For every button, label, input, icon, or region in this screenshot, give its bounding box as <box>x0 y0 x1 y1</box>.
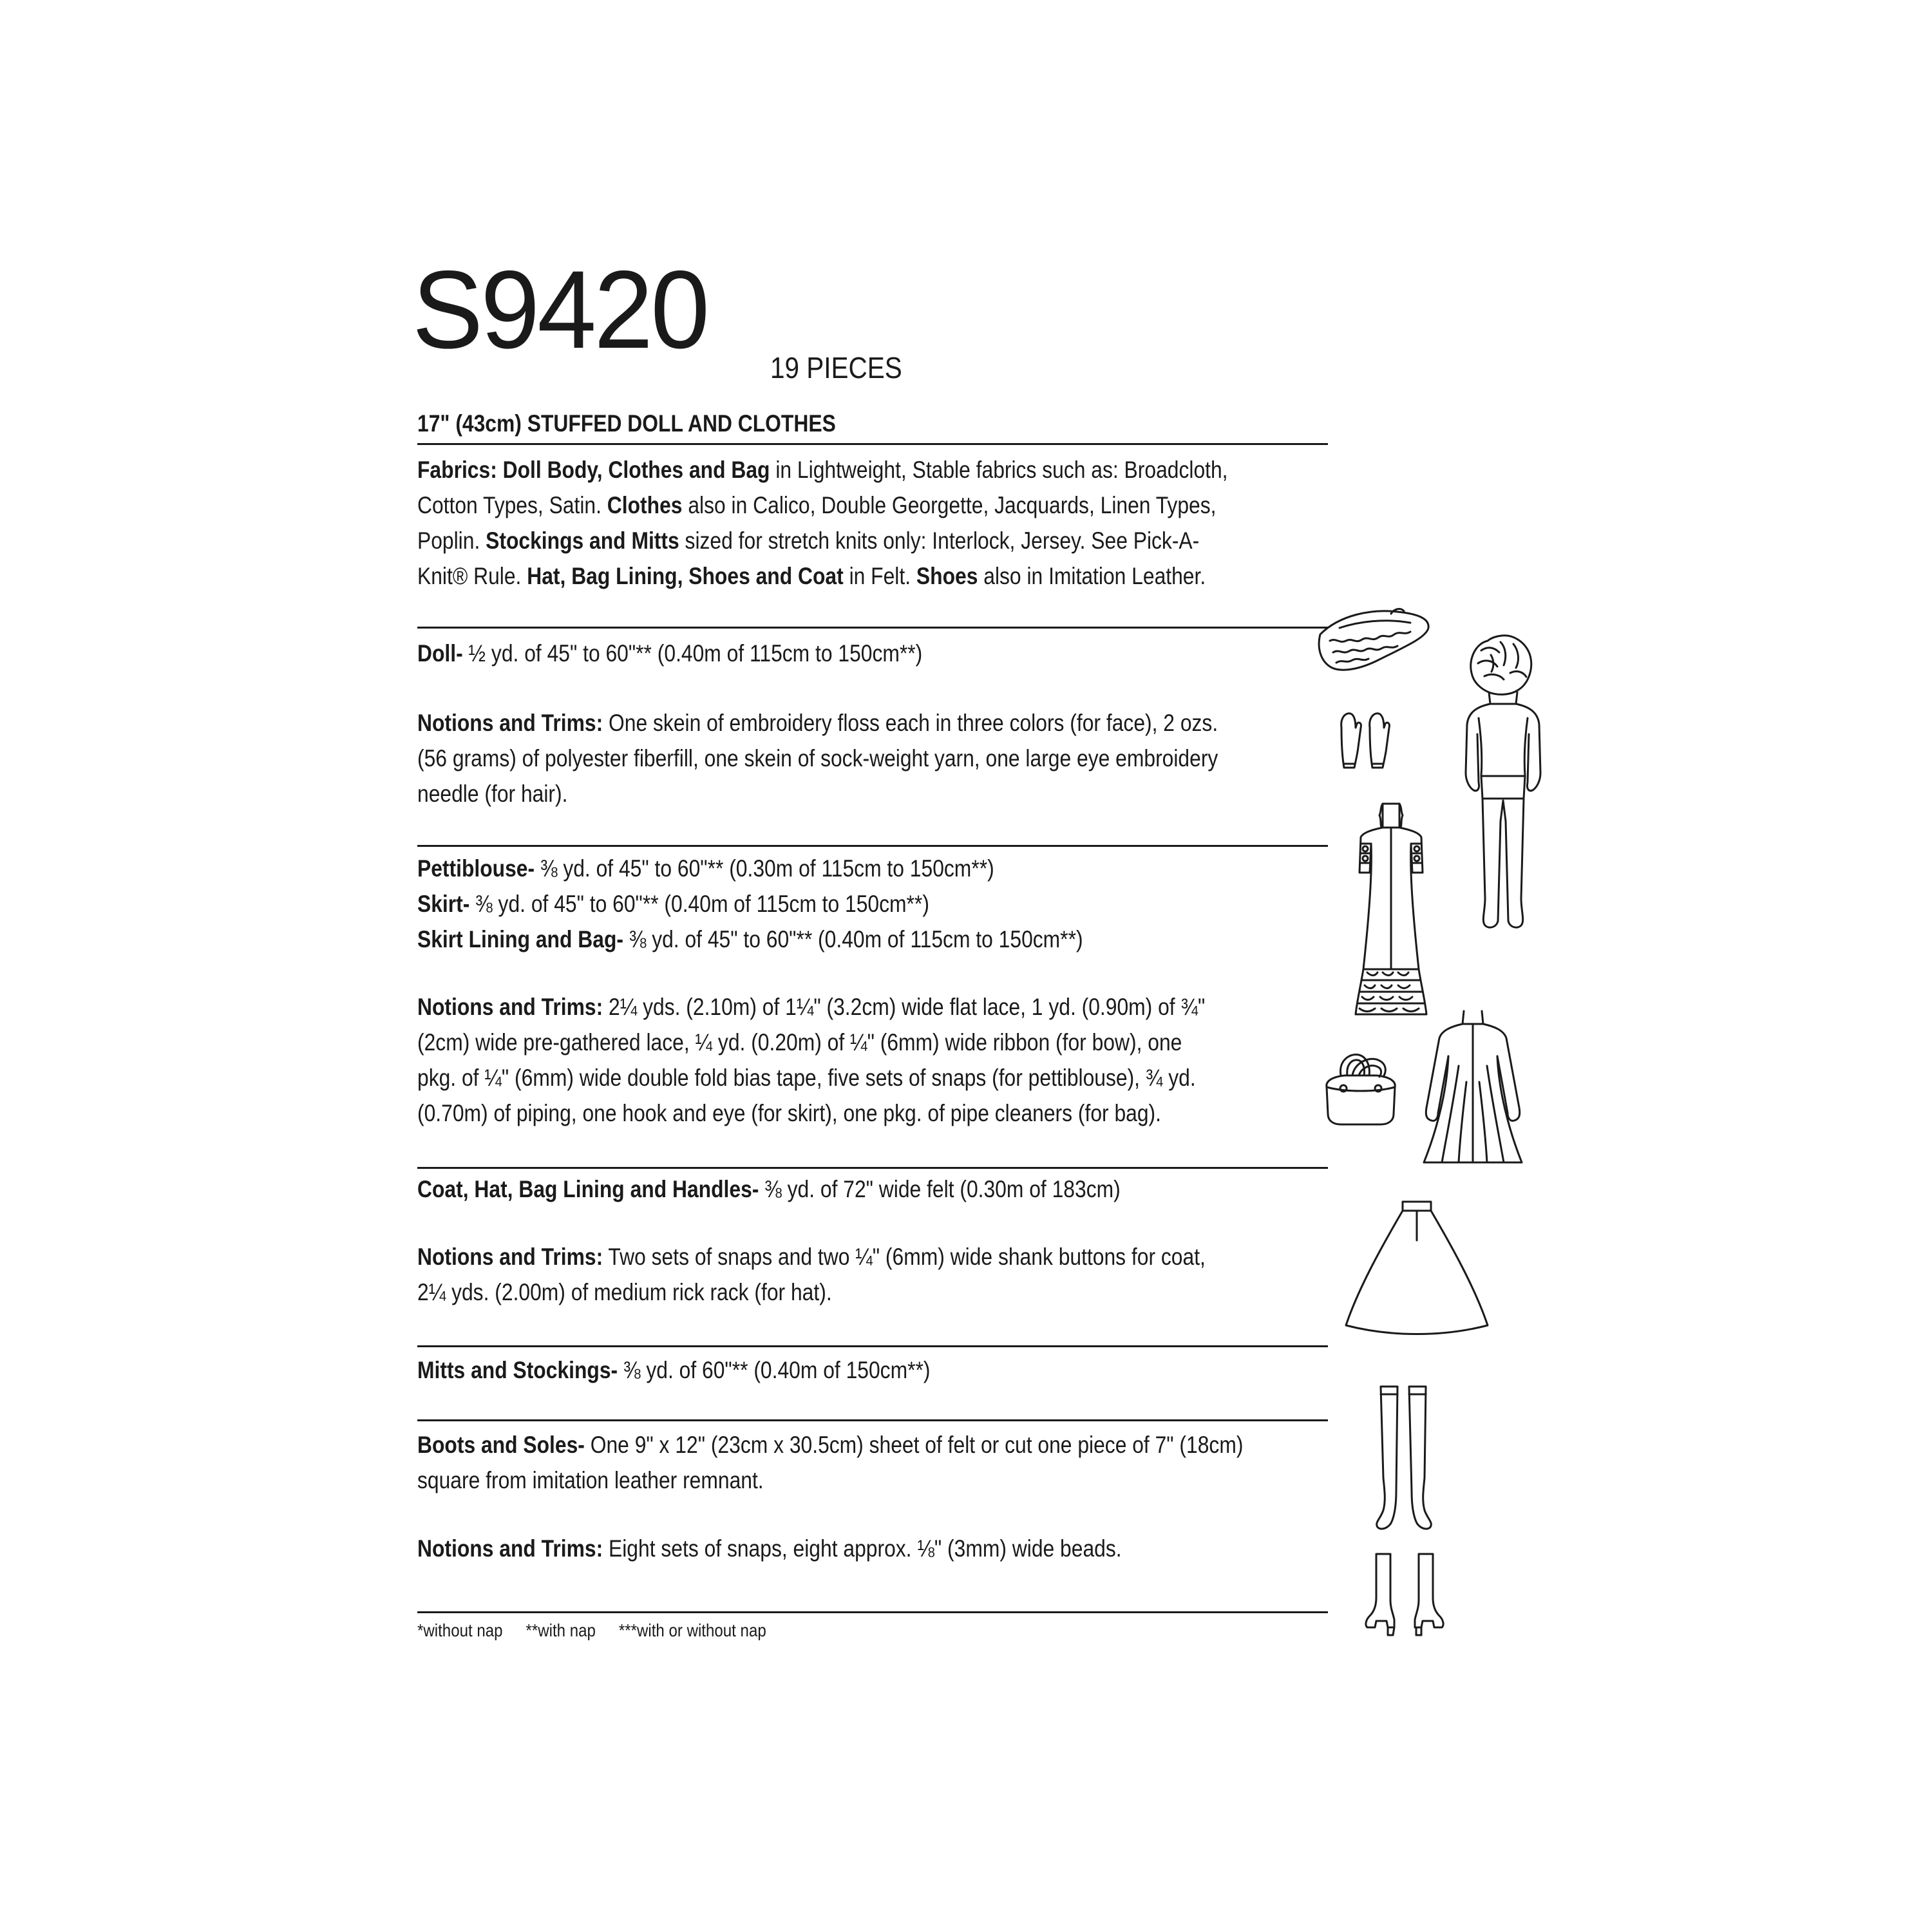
footnote-with-nap: **with nap <box>526 1620 596 1640</box>
text-run: also in Imitation Leather. <box>978 563 1206 589</box>
piece-count: 19 PIECES <box>770 351 902 384</box>
bold-label: Mitts and Stockings- <box>417 1357 618 1383</box>
divider <box>417 1611 1328 1613</box>
text-run: ⅜ yd. of 72" wide felt (0.30m of 183cm) <box>759 1176 1121 1202</box>
text-run: ½ yd. of 45" to 60"** (0.40m of 115cm to 150cm**) <box>462 640 923 667</box>
text-line <box>417 989 1282 1025</box>
text-line <box>417 1274 1282 1310</box>
text-line <box>417 523 1282 558</box>
divider <box>417 1419 1328 1421</box>
bold-label: Clothes <box>607 492 683 518</box>
text-line <box>417 741 1282 776</box>
text-line <box>417 488 1282 523</box>
text-run: (0.70m) of piping, one hook and eye (for skirt), one pkg. of pipe cleaners (for bag). <box>417 1100 1161 1126</box>
text-run: ⅜ yd. of 45" to 60"** (0.30m of 115cm to 150cm**) <box>535 855 994 882</box>
bold-label: Hat, Bag Lining, Shoes and Coat <box>527 563 844 589</box>
bold-label: Notions and Trims: <box>417 710 603 736</box>
hat-icon <box>1314 602 1436 676</box>
text-run: One skein of embroidery floss each in three colors (for face), 2 ozs. <box>603 710 1218 736</box>
text-run: Eight sets of snaps, eight approx. ⅛" (3mm) wide beads. <box>603 1535 1122 1562</box>
text-line <box>417 776 1282 811</box>
bag-icon <box>1319 1050 1403 1130</box>
divider <box>417 627 1328 629</box>
bold-label: Notions and Trims: <box>417 994 603 1020</box>
pettiblouse-dress-icon <box>1349 799 1433 1021</box>
text-line <box>417 452 1282 488</box>
boots-notions <box>417 1531 1282 1566</box>
mitts-icon <box>1336 708 1397 773</box>
text-run: ⅜ yd. of 60"** (0.40m of 150cm**) <box>618 1357 931 1383</box>
footnote-with-or-without-nap: ***with or without nap <box>618 1620 766 1640</box>
mitts-yardage <box>417 1352 1282 1388</box>
text-run: square from imitation leather remnant. <box>417 1467 764 1493</box>
bold-label: Fabrics: Doll Body, Clothes and Bag <box>417 457 770 483</box>
text-line <box>417 1025 1282 1060</box>
text-line <box>417 1463 1282 1498</box>
text-run: Cotton Types, Satin. <box>417 492 607 518</box>
divider <box>417 1167 1328 1169</box>
bold-label: Skirt Lining and Bag- <box>417 926 623 952</box>
text-line <box>417 705 1282 741</box>
text-line <box>417 922 1282 957</box>
text-run: 2¼ yds. (2.10m) of 1¼" (3.2cm) wide flat lace, 1 yd. (0.90m) of ¾" <box>603 994 1206 1020</box>
bold-label: Notions and Trims: <box>417 1244 603 1270</box>
pattern-number: S9420 <box>412 248 708 372</box>
bold-label: Stockings and Mitts <box>486 527 679 554</box>
text-line <box>417 1171 1282 1207</box>
text-line <box>417 851 1282 886</box>
text-run: sized for stretch knits only: Interlock, Jersey. See Pick-A- <box>679 527 1200 554</box>
text-run: needle (for hair). <box>417 781 568 807</box>
doll-yardage <box>417 636 1282 671</box>
text-line <box>417 1095 1282 1131</box>
text-run: pkg. of ¼" (6mm) wide double fold bias tape, five sets of snaps (for pettiblouse), ¾ yd. <box>417 1065 1196 1091</box>
text-line <box>417 1239 1282 1274</box>
text-run: Two sets of snaps and two ¼" (6mm) wide shank buttons for coat, <box>603 1244 1206 1270</box>
boots-icon <box>1362 1549 1452 1639</box>
pettiblouse-notions <box>417 989 1282 1131</box>
divider <box>417 1345 1328 1347</box>
stockings-icon <box>1372 1381 1436 1536</box>
skirt-icon <box>1340 1197 1494 1338</box>
text-line <box>417 636 1282 671</box>
text-run: Knit® Rule. <box>417 563 527 589</box>
text-line <box>417 1531 1282 1566</box>
text-line <box>417 558 1282 594</box>
pettiblouse-yardage <box>417 851 1282 957</box>
document-title: 17" (43cm) STUFFED DOLL AND CLOTHES <box>417 410 836 437</box>
text-run: also in Calico, Double Georgette, Jacquards, Linen Types, <box>682 492 1217 518</box>
text-line <box>417 1060 1282 1095</box>
bold-label: Doll- <box>417 640 463 667</box>
doll-notions <box>417 705 1282 811</box>
bold-label: Coat, Hat, Bag Lining and Handles- <box>417 1176 759 1202</box>
boots-yardage <box>417 1427 1282 1498</box>
text-run: (56 grams) of polyester fiberfill, one skein of sock-weight yarn, one large eye embroidery <box>417 745 1218 772</box>
text-run: in Felt. <box>843 563 916 589</box>
divider <box>417 845 1328 847</box>
footnote-without-nap: *without nap <box>417 1620 503 1640</box>
text-run: 2¼ yds. (2.00m) of medium rick rack (for hat). <box>417 1279 832 1305</box>
bold-label: Boots and Soles- <box>417 1432 585 1458</box>
text-line <box>417 886 1282 922</box>
text-line <box>417 1352 1282 1388</box>
divider <box>417 443 1328 445</box>
fabrics-block <box>417 452 1282 594</box>
text-run: One 9" x 12" (23cm x 30.5cm) sheet of felt or cut one piece of 7" (18cm) <box>584 1432 1244 1458</box>
bold-label: Shoes <box>916 563 978 589</box>
text-run: ⅜ yd. of 45" to 60"** (0.40m of 115cm to 150cm**) <box>623 926 1083 952</box>
text-run: ⅜ yd. of 45" to 60"** (0.40m of 115cm to 150cm**) <box>469 891 929 917</box>
text-run: (2cm) wide pre-gathered lace, ¼ yd. (0.20m) of ¼" (6mm) wide ribbon (for bow), one <box>417 1029 1182 1056</box>
coat-icon <box>1407 1005 1539 1172</box>
footnote <box>417 1622 785 1640</box>
text-run: in Lightweight, Stable fabrics such as: Broadcloth, <box>770 457 1228 483</box>
coat-notions <box>417 1239 1282 1310</box>
bold-label: Notions and Trims: <box>417 1535 603 1562</box>
text-run: Poplin. <box>417 527 486 554</box>
bold-label: Pettiblouse- <box>417 855 535 882</box>
bold-label: Skirt- <box>417 891 470 917</box>
text-line <box>417 1427 1282 1463</box>
doll-icon <box>1449 628 1558 937</box>
coat-yardage <box>417 1171 1282 1207</box>
